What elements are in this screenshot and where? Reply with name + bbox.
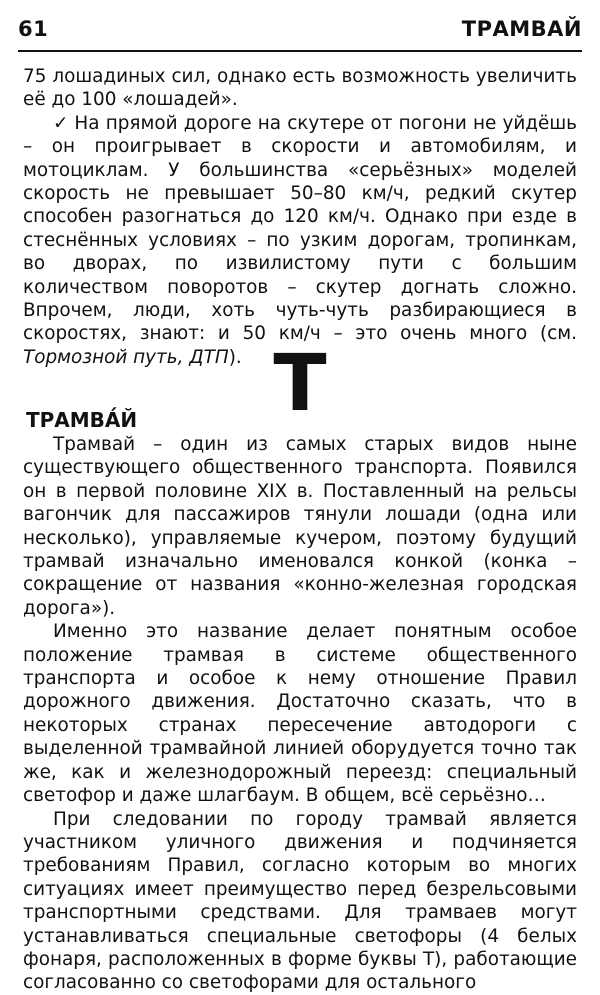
- paragraph-text-end: ).: [228, 346, 242, 368]
- entry-text: [23, 433, 577, 995]
- paragraph: Именно это название делает понятным особое положение трамвая в системе общественного транспорта и особое к нему отношение Правил дорожного движения. Достаточно сказать, что в некоторых странах пересечение автодороги с выделенной трамвайной линией оборудуется точно так же, как и железнодорожный переезд: специальный светофор и даже шлагбаум. В общем, всё серьёзно…: [23, 621, 577, 807]
- running-title: ТРАМВАЙ: [461, 17, 582, 41]
- entry-title: ТРАМВА́Й: [26, 408, 138, 432]
- paragraph: При следовании по городу трамвай является участником уличного движения и подчиняется требованиям Правил, согласно которым во многих ситуациях имеет преимущество перед безрельсовыми транспортными средствами. Для трамваев могут устанавливаться специальные светофоры (4 белых фонаря, расположенных в форме буквы Т), работающие согласованно со светофорами для остального: [23, 808, 577, 994]
- paragraph-text: На прямой дороге на скутере от погони не уйдёшь – он проигрывает в скорости и автомобилям, и мотоциклам. У большинства «серьёзных» моделей скорость не превышает 50–80 км/ч, редкий скутер способен разогнаться до 120 км/ч. Однако при езде в стеснённых условиях – по узким дорогам, тропинкам, во дворах, по извилистому пути с большим количеством поворотов – скутер догнать сложно. Впрочем, люди, хоть чуть-чуть разбирающиеся в скоростях, знают: и 50 км/ч – это очень много (см.: [23, 112, 577, 345]
- continued-text: [23, 65, 577, 369]
- checkmark-icon: ✓: [53, 112, 69, 134]
- cross-reference: Тормозной путь, ДТП: [23, 346, 229, 368]
- page-number: 61: [18, 17, 49, 41]
- paragraph: [23, 112, 577, 369]
- paragraph: Трамвай – один из самых старых видов ныне существующего общественного транспорта. Появился он в первой половине XIX в. Поставленный на рельсы вагончик для пассажиров тянули лошади (одна или несколько), управляемые кучером, поэтому будущий трамвай изначально именовался конкой (конка – сокращение от названия «конно-железная городская дорога»).: [23, 434, 577, 619]
- page-header: [18, 14, 582, 52]
- section-letter: Т: [273, 339, 327, 429]
- paragraph: 75 лошадиных сил, однако есть возможность увеличить её до 100 «лошадей».: [23, 66, 577, 111]
